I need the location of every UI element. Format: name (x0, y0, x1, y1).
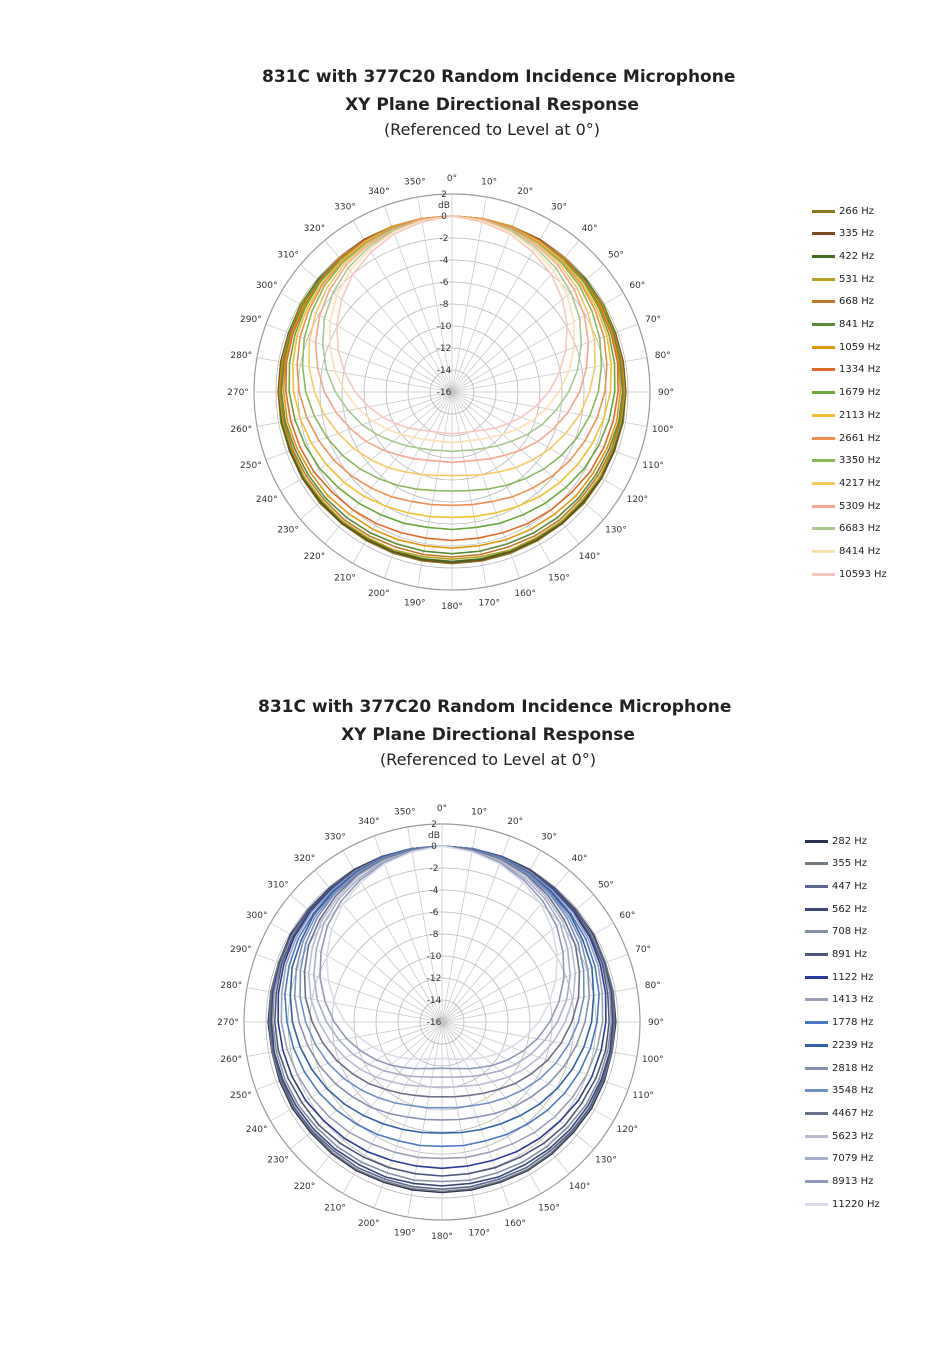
angle-label: 340° (367, 186, 390, 197)
legend-label: 2818 Hz (832, 1062, 874, 1074)
legend-swatch (805, 1067, 828, 1070)
legend-item (805, 922, 895, 942)
legend-label: 422 Hz (839, 250, 875, 262)
legend-label: 282 Hz (832, 835, 868, 847)
legend-swatch (805, 840, 828, 843)
legend-item (805, 1081, 895, 1101)
angle-label: 60° (629, 281, 646, 291)
angle-label: 80° (644, 980, 661, 991)
angle-label: 90° (648, 1018, 664, 1028)
angle-label: 320° (303, 224, 326, 235)
legend-label: 668 Hz (839, 296, 875, 308)
ring-tick-label: -8 (439, 300, 449, 310)
legend-swatch (812, 323, 835, 326)
legend-label: 1334 Hz (839, 364, 881, 376)
legend-swatch (812, 278, 835, 281)
polar-plot (0, 55, 950, 695)
legend-label: 355 Hz (832, 858, 868, 870)
legend-swatch (805, 976, 828, 979)
legend-swatch (805, 998, 828, 1001)
angle-label: 120° (616, 1125, 639, 1135)
legend-label: 3350 Hz (839, 455, 881, 467)
legend-item (805, 1103, 895, 1123)
ring-tick-label: -2 (439, 234, 449, 244)
legend-swatch (812, 391, 835, 394)
chart-note: (Referenced to Level at 0°) (379, 750, 597, 769)
legend-item (812, 451, 902, 471)
angle-label: 190° (393, 1228, 416, 1239)
angle-label: 270° (217, 1018, 239, 1028)
legend-swatch (812, 527, 835, 530)
angle-label: 220° (303, 551, 326, 562)
angle-label: 0° (436, 804, 448, 814)
legend-item (812, 224, 902, 244)
ring-tick-label: -8 (429, 930, 439, 940)
angle-label: 200° (367, 589, 390, 600)
ring-tick-label: -12 (426, 974, 442, 984)
angle-label: 110° (632, 1091, 654, 1102)
polar-chart-panel-1 (0, 55, 950, 695)
angle-label: 270° (227, 388, 249, 398)
angle-label: 10° (471, 807, 488, 818)
legend-item (805, 876, 895, 896)
legend-label: 841 Hz (839, 319, 875, 330)
legend-swatch (805, 1157, 828, 1160)
angle-label: 190° (403, 598, 426, 609)
legend-item (812, 337, 902, 357)
legend-label: 5309 Hz (839, 500, 881, 512)
legend-item (812, 360, 902, 380)
angle-label: 30° (541, 832, 557, 843)
ring-tick-label: -6 (429, 908, 439, 918)
legend-swatch (812, 437, 835, 440)
legend-swatch (805, 1203, 828, 1206)
angle-label: 30° (551, 202, 567, 213)
angle-label: 20° (517, 186, 534, 197)
ring-tick-label: -4 (439, 256, 449, 266)
angle-label: 290° (240, 314, 262, 325)
legend-label: 6683 Hz (839, 523, 881, 535)
legend-swatch (812, 210, 835, 213)
angle-label: 300° (255, 281, 278, 291)
angle-label: 230° (277, 525, 299, 536)
legend-label: 10593 Hz (839, 568, 887, 580)
legend-label: 11220 Hz (832, 1198, 880, 1210)
angle-label: 50° (607, 250, 624, 261)
ring-tick-label: 0 (441, 212, 447, 222)
angle-label: 50° (597, 880, 614, 891)
legend-swatch (812, 414, 835, 417)
ring-tick-label: -14 (436, 366, 452, 376)
angle-label: 350° (393, 807, 416, 818)
angle-label: 280° (230, 350, 253, 361)
angle-label: 40° (581, 224, 598, 235)
legend-swatch (805, 885, 828, 888)
ring-tick-label: 2 (441, 190, 447, 200)
legend-swatch (812, 255, 835, 258)
legend-item (805, 1172, 895, 1192)
angle-label: 200° (357, 1219, 380, 1230)
legend-item (812, 428, 902, 448)
legend-item (812, 269, 902, 289)
ring-tick-label: -6 (439, 278, 449, 288)
legend-label: 447 Hz (832, 880, 868, 892)
angle-label: 90° (658, 388, 674, 398)
angle-label: 230° (267, 1155, 289, 1166)
legend-label: 2113 Hz (839, 409, 881, 421)
legend-swatch (812, 573, 835, 576)
angle-label: 170° (468, 1228, 491, 1239)
legend-label: 531 Hz (839, 273, 875, 285)
angle-label: 150° (548, 573, 570, 584)
legend-item (812, 315, 902, 335)
legend-label: 1122 Hz (832, 971, 874, 983)
angle-label: 140° (578, 551, 601, 562)
angle-label: 180° (441, 602, 463, 612)
angle-label: 310° (267, 880, 289, 891)
legend-swatch (812, 459, 835, 462)
ring-tick-label: -14 (426, 996, 442, 1006)
legend-item (805, 1035, 895, 1055)
angle-label: 160° (514, 589, 537, 600)
chart-title: 831C with 377C20 Random Incidence Microphone (262, 67, 736, 87)
ring-tick-label: -16 (426, 1018, 442, 1028)
legend-item (805, 831, 895, 851)
angle-label: 220° (293, 1181, 316, 1192)
chart-title: 831C with 377C20 Random Incidence Microphone (258, 697, 732, 717)
legend-label: 8414 Hz (839, 546, 881, 557)
legend-swatch (805, 862, 828, 865)
legend-label: 562 Hz (832, 903, 868, 915)
ring-tick-label: 2 (431, 820, 437, 830)
angle-label: 140° (568, 1181, 591, 1192)
angle-label: 210° (324, 1203, 346, 1214)
angle-label: 260° (230, 425, 253, 436)
angle-label: 300° (245, 911, 268, 921)
angle-label: 70° (635, 944, 652, 955)
angle-label: 20° (507, 816, 524, 827)
chart-subtitle: XY Plane Directional Response (341, 725, 635, 745)
legend-swatch (805, 953, 828, 956)
legend-item (812, 246, 902, 266)
ring-tick-label: -2 (429, 864, 439, 874)
legend-item (805, 899, 895, 919)
angle-label: 70° (645, 314, 662, 325)
legend-swatch (805, 1044, 828, 1047)
chart-subtitle: XY Plane Directional Response (345, 95, 639, 115)
legend-label: 5623 Hz (832, 1130, 874, 1142)
angle-label: 290° (230, 944, 252, 955)
angle-label: 330° (324, 832, 346, 843)
angle-label: 130° (605, 525, 627, 536)
legend-label: 335 Hz (839, 228, 875, 240)
legend-swatch (805, 1180, 828, 1183)
angle-label: 250° (240, 461, 262, 472)
legend-label: 1679 Hz (839, 387, 881, 399)
legend-label: 2661 Hz (839, 432, 881, 444)
legend-label: 708 Hz (832, 926, 868, 938)
legend-label: 4467 Hz (832, 1107, 874, 1119)
polar-grid (254, 194, 650, 590)
angle-label: 100° (641, 1055, 664, 1066)
polar-grid (244, 824, 640, 1220)
ring-tick-label: -12 (436, 344, 452, 354)
angle-label: 100° (651, 425, 674, 436)
ring-tick-label: -16 (436, 388, 452, 398)
legend-swatch (805, 1021, 828, 1024)
unit-label: dB (428, 831, 440, 841)
legend-item (812, 383, 902, 403)
legend-swatch (805, 930, 828, 933)
angle-label: 0° (446, 174, 458, 184)
legend-label: 1059 Hz (839, 341, 881, 353)
legend-swatch (812, 550, 835, 553)
polar-chart-panel-2 (0, 685, 950, 1325)
angle-label: 80° (654, 350, 671, 361)
legend-swatch (812, 300, 835, 303)
legend-item (812, 473, 902, 493)
legend-swatch (805, 1135, 828, 1138)
ring-tick-label: -10 (426, 952, 442, 962)
legend-item (812, 564, 902, 584)
legend-item (805, 1126, 895, 1146)
legend-item (805, 1013, 895, 1033)
ring-tick-label: -4 (429, 886, 439, 896)
angle-label: 40° (571, 854, 588, 865)
unit-label: dB (438, 201, 450, 211)
legend-item (812, 542, 902, 562)
legend-swatch (812, 482, 835, 485)
legend-label: 7079 Hz (832, 1153, 874, 1165)
angle-label: 180° (431, 1232, 453, 1242)
legend-item (812, 201, 902, 221)
legend-label: 891 Hz (832, 949, 868, 960)
angle-label: 160° (504, 1219, 527, 1230)
legend-item (812, 292, 902, 312)
ring-tick-label: -10 (436, 322, 452, 332)
angle-label: 130° (595, 1155, 617, 1166)
legend-label: 3548 Hz (832, 1085, 874, 1097)
legend-swatch (812, 232, 835, 235)
legend-label: 4217 Hz (839, 477, 881, 489)
angle-label: 240° (245, 1125, 268, 1135)
legend-label: 8913 Hz (832, 1176, 874, 1187)
angle-label: 250° (230, 1091, 252, 1102)
legend-swatch (805, 1089, 828, 1092)
angle-label: 110° (642, 461, 664, 472)
legend-label: 2239 Hz (832, 1039, 874, 1051)
angle-label: 10° (481, 177, 498, 188)
legend-swatch (812, 346, 835, 349)
legend-item (812, 496, 902, 516)
angle-label: 170° (478, 598, 501, 609)
angle-label: 310° (277, 250, 299, 261)
legend-item (805, 1058, 895, 1078)
angle-label: 150° (538, 1203, 560, 1214)
legend-label: 266 Hz (839, 205, 875, 217)
ring-tick-label: 0 (431, 842, 437, 852)
angle-label: 340° (357, 816, 380, 827)
chart-note: (Referenced to Level at 0°) (383, 120, 601, 139)
legend-item (805, 854, 895, 874)
angle-label: 350° (403, 177, 426, 188)
angle-label: 320° (293, 854, 316, 865)
angle-label: 240° (255, 495, 278, 505)
legend-label: 1413 Hz (832, 994, 874, 1006)
legend-swatch (812, 505, 835, 508)
angle-label: 60° (619, 911, 636, 921)
angle-label: 260° (220, 1055, 243, 1066)
angle-label: 330° (334, 202, 356, 213)
legend-item (805, 990, 895, 1010)
angle-label: 280° (220, 980, 243, 991)
legend-swatch (805, 908, 828, 911)
angle-label: 120° (626, 495, 649, 505)
legend-item (812, 405, 902, 425)
legend-swatch (812, 368, 835, 371)
angle-label: 210° (334, 573, 356, 584)
legend-item (805, 945, 895, 965)
legend-item (805, 967, 895, 987)
legend-label: 1778 Hz (832, 1017, 874, 1029)
legend-item (805, 1149, 895, 1169)
legend-item (812, 519, 902, 539)
legend-swatch (805, 1112, 828, 1115)
legend-item (805, 1194, 895, 1214)
